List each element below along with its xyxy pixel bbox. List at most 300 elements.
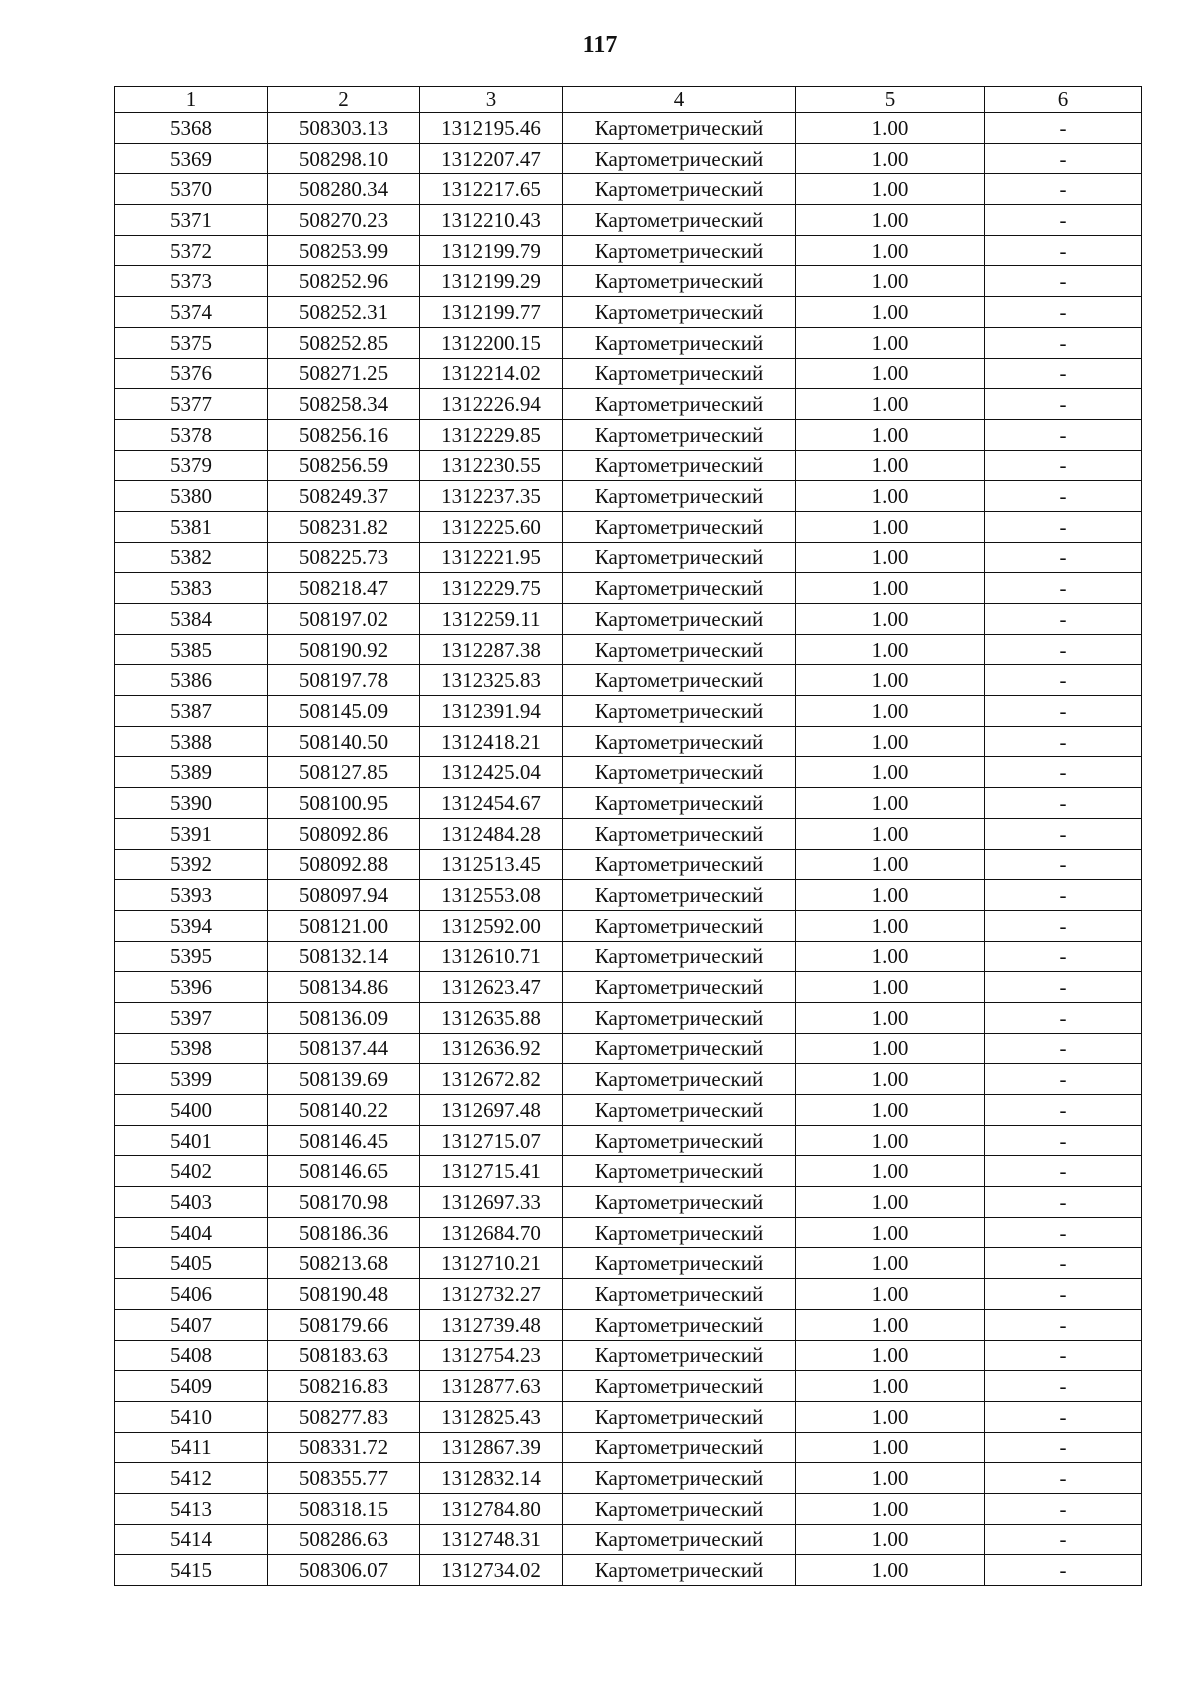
point-number-cell: 5370 [115, 174, 268, 205]
point-number-cell: 5402 [115, 1156, 268, 1187]
description-cell: - [985, 450, 1142, 481]
x-coordinate-cell: 508136.09 [268, 1002, 420, 1033]
accuracy-cell: 1.00 [796, 1248, 985, 1279]
accuracy-cell: 1.00 [796, 1401, 985, 1432]
y-coordinate-cell: 1312784.80 [420, 1493, 563, 1524]
x-coordinate-cell: 508218.47 [268, 573, 420, 604]
point-number-cell: 5373 [115, 266, 268, 297]
table-row [115, 450, 1142, 481]
x-coordinate-cell: 508137.44 [268, 1033, 420, 1064]
point-number-cell: 5381 [115, 511, 268, 542]
y-coordinate-cell: 1312200.15 [420, 327, 563, 358]
method-cell: Картометрический [563, 818, 796, 849]
accuracy-cell: 1.00 [796, 1002, 985, 1033]
point-number-cell: 5382 [115, 542, 268, 573]
y-coordinate-cell: 1312237.35 [420, 481, 563, 512]
x-coordinate-cell: 508121.00 [268, 910, 420, 941]
point-number-cell: 5398 [115, 1033, 268, 1064]
description-cell: - [985, 1432, 1142, 1463]
y-coordinate-cell: 1312418.21 [420, 726, 563, 757]
method-cell: Картометрический [563, 389, 796, 420]
point-number-cell: 5380 [115, 481, 268, 512]
accuracy-cell: 1.00 [796, 113, 985, 144]
table-row [115, 1156, 1142, 1187]
point-number-cell: 5406 [115, 1279, 268, 1310]
accuracy-cell: 1.00 [796, 1463, 985, 1494]
point-number-cell: 5386 [115, 665, 268, 696]
x-coordinate-cell: 508270.23 [268, 205, 420, 236]
point-number-cell: 5374 [115, 297, 268, 328]
y-coordinate-cell: 1312287.38 [420, 634, 563, 665]
description-cell: - [985, 542, 1142, 573]
description-cell: - [985, 910, 1142, 941]
accuracy-cell: 1.00 [796, 1340, 985, 1371]
x-coordinate-cell: 508231.82 [268, 511, 420, 542]
description-cell: - [985, 1002, 1142, 1033]
description-cell: - [985, 1033, 1142, 1064]
x-coordinate-cell: 508197.78 [268, 665, 420, 696]
table-row [115, 665, 1142, 696]
description-cell: - [985, 143, 1142, 174]
method-cell: Картометрический [563, 1340, 796, 1371]
point-number-cell: 5383 [115, 573, 268, 604]
description-cell: - [985, 849, 1142, 880]
x-coordinate-cell: 508179.66 [268, 1309, 420, 1340]
point-number-cell: 5388 [115, 726, 268, 757]
y-coordinate-cell: 1312225.60 [420, 511, 563, 542]
table-row [115, 1432, 1142, 1463]
description-cell: - [985, 1125, 1142, 1156]
method-cell: Картометрический [563, 327, 796, 358]
table-row [115, 1248, 1142, 1279]
method-cell: Картометрический [563, 1217, 796, 1248]
point-number-cell: 5407 [115, 1309, 268, 1340]
table-body [115, 113, 1142, 1586]
point-number-cell: 5404 [115, 1217, 268, 1248]
table-row [115, 389, 1142, 420]
method-cell: Картометрический [563, 910, 796, 941]
table-row [115, 358, 1142, 389]
y-coordinate-cell: 1312259.11 [420, 604, 563, 635]
x-coordinate-cell: 508140.50 [268, 726, 420, 757]
accuracy-cell: 1.00 [796, 511, 985, 542]
table-row [115, 205, 1142, 236]
table-row [115, 235, 1142, 266]
description-cell: - [985, 726, 1142, 757]
description-cell: - [985, 1217, 1142, 1248]
point-number-cell: 5410 [115, 1401, 268, 1432]
x-coordinate-cell: 508146.65 [268, 1156, 420, 1187]
x-coordinate-cell: 508134.86 [268, 972, 420, 1003]
page-number: 117 [582, 32, 618, 58]
accuracy-cell: 1.00 [796, 1279, 985, 1310]
point-number-cell: 5391 [115, 818, 268, 849]
x-coordinate-cell: 508216.83 [268, 1371, 420, 1402]
accuracy-cell: 1.00 [796, 1064, 985, 1095]
point-number-cell: 5390 [115, 788, 268, 819]
point-number-cell: 5399 [115, 1064, 268, 1095]
accuracy-cell: 1.00 [796, 880, 985, 911]
method-cell: Картометрический [563, 419, 796, 450]
x-coordinate-cell: 508303.13 [268, 113, 420, 144]
point-number-cell: 5369 [115, 143, 268, 174]
column-header: 4 [563, 87, 796, 113]
x-coordinate-cell: 508183.63 [268, 1340, 420, 1371]
table-row [115, 972, 1142, 1003]
point-number-cell: 5384 [115, 604, 268, 635]
y-coordinate-cell: 1312230.55 [420, 450, 563, 481]
accuracy-cell: 1.00 [796, 910, 985, 941]
method-cell: Картометрический [563, 634, 796, 665]
table-row [115, 726, 1142, 757]
x-coordinate-cell: 508190.48 [268, 1279, 420, 1310]
description-cell: - [985, 634, 1142, 665]
method-cell: Картометрический [563, 450, 796, 481]
y-coordinate-cell: 1312715.41 [420, 1156, 563, 1187]
table-row [115, 1279, 1142, 1310]
accuracy-cell: 1.00 [796, 389, 985, 420]
y-coordinate-cell: 1312732.27 [420, 1279, 563, 1310]
accuracy-cell: 1.00 [796, 665, 985, 696]
y-coordinate-cell: 1312207.47 [420, 143, 563, 174]
table-header-row [115, 87, 1142, 113]
table-row [115, 1033, 1142, 1064]
method-cell: Картометрический [563, 1493, 796, 1524]
point-number-cell: 5413 [115, 1493, 268, 1524]
x-coordinate-cell: 508132.14 [268, 941, 420, 972]
y-coordinate-cell: 1312710.21 [420, 1248, 563, 1279]
table-row [115, 1125, 1142, 1156]
table-row [115, 1309, 1142, 1340]
method-cell: Картометрический [563, 1095, 796, 1126]
point-number-cell: 5408 [115, 1340, 268, 1371]
point-number-cell: 5411 [115, 1432, 268, 1463]
table-row [115, 143, 1142, 174]
y-coordinate-cell: 1312697.33 [420, 1187, 563, 1218]
x-coordinate-cell: 508258.34 [268, 389, 420, 420]
accuracy-cell: 1.00 [796, 327, 985, 358]
description-cell: - [985, 972, 1142, 1003]
point-number-cell: 5412 [115, 1463, 268, 1494]
point-number-cell: 5379 [115, 450, 268, 481]
point-number-cell: 5371 [115, 205, 268, 236]
description-cell: - [985, 1463, 1142, 1494]
method-cell: Картометрический [563, 1033, 796, 1064]
description-cell: - [985, 205, 1142, 236]
point-number-cell: 5385 [115, 634, 268, 665]
table-row [115, 327, 1142, 358]
description-cell: - [985, 481, 1142, 512]
table-row [115, 788, 1142, 819]
accuracy-cell: 1.00 [796, 1156, 985, 1187]
y-coordinate-cell: 1312484.28 [420, 818, 563, 849]
column-header: 6 [985, 87, 1142, 113]
accuracy-cell: 1.00 [796, 1187, 985, 1218]
table-row [115, 1401, 1142, 1432]
table-row [115, 266, 1142, 297]
table-row [115, 1555, 1142, 1586]
method-cell: Картометрический [563, 511, 796, 542]
description-cell: - [985, 358, 1142, 389]
table-row [115, 1187, 1142, 1218]
accuracy-cell: 1.00 [796, 174, 985, 205]
table-row [115, 1493, 1142, 1524]
y-coordinate-cell: 1312877.63 [420, 1371, 563, 1402]
table-row [115, 634, 1142, 665]
column-header: 3 [420, 87, 563, 113]
description-cell: - [985, 174, 1142, 205]
accuracy-cell: 1.00 [796, 1524, 985, 1555]
point-number-cell: 5392 [115, 849, 268, 880]
y-coordinate-cell: 1312325.83 [420, 665, 563, 696]
point-number-cell: 5409 [115, 1371, 268, 1402]
method-cell: Картометрический [563, 174, 796, 205]
method-cell: Картометрический [563, 205, 796, 236]
point-number-cell: 5405 [115, 1248, 268, 1279]
table-row [115, 481, 1142, 512]
description-cell: - [985, 1555, 1142, 1586]
table-row [115, 1217, 1142, 1248]
x-coordinate-cell: 508252.96 [268, 266, 420, 297]
accuracy-cell: 1.00 [796, 1125, 985, 1156]
method-cell: Картометрический [563, 788, 796, 819]
method-cell: Картометрический [563, 235, 796, 266]
accuracy-cell: 1.00 [796, 634, 985, 665]
description-cell: - [985, 1524, 1142, 1555]
accuracy-cell: 1.00 [796, 205, 985, 236]
description-cell: - [985, 113, 1142, 144]
accuracy-cell: 1.00 [796, 1432, 985, 1463]
y-coordinate-cell: 1312217.65 [420, 174, 563, 205]
method-cell: Картометрический [563, 757, 796, 788]
point-number-cell: 5376 [115, 358, 268, 389]
method-cell: Картометрический [563, 1309, 796, 1340]
description-cell: - [985, 1095, 1142, 1126]
description-cell: - [985, 1064, 1142, 1095]
description-cell: - [985, 665, 1142, 696]
table-row [115, 1064, 1142, 1095]
description-cell: - [985, 235, 1142, 266]
y-coordinate-cell: 1312825.43 [420, 1401, 563, 1432]
method-cell: Картометрический [563, 266, 796, 297]
method-cell: Картометрический [563, 573, 796, 604]
y-coordinate-cell: 1312739.48 [420, 1309, 563, 1340]
table-row [115, 1095, 1142, 1126]
x-coordinate-cell: 508355.77 [268, 1463, 420, 1494]
coordinates-table [114, 86, 1142, 1586]
accuracy-cell: 1.00 [796, 235, 985, 266]
x-coordinate-cell: 508092.88 [268, 849, 420, 880]
x-coordinate-cell: 508092.86 [268, 818, 420, 849]
x-coordinate-cell: 508146.45 [268, 1125, 420, 1156]
y-coordinate-cell: 1312229.85 [420, 419, 563, 450]
column-header: 2 [268, 87, 420, 113]
description-cell: - [985, 757, 1142, 788]
accuracy-cell: 1.00 [796, 726, 985, 757]
x-coordinate-cell: 508097.94 [268, 880, 420, 911]
accuracy-cell: 1.00 [796, 788, 985, 819]
x-coordinate-cell: 508190.92 [268, 634, 420, 665]
accuracy-cell: 1.00 [796, 297, 985, 328]
method-cell: Картометрический [563, 972, 796, 1003]
method-cell: Картометрический [563, 1371, 796, 1402]
y-coordinate-cell: 1312214.02 [420, 358, 563, 389]
x-coordinate-cell: 508186.36 [268, 1217, 420, 1248]
point-number-cell: 5389 [115, 757, 268, 788]
method-cell: Картометрический [563, 481, 796, 512]
point-number-cell: 5415 [115, 1555, 268, 1586]
description-cell: - [985, 1371, 1142, 1402]
table-row [115, 542, 1142, 573]
accuracy-cell: 1.00 [796, 849, 985, 880]
description-cell: - [985, 266, 1142, 297]
accuracy-cell: 1.00 [796, 696, 985, 727]
y-coordinate-cell: 1312553.08 [420, 880, 563, 911]
table-row [115, 880, 1142, 911]
y-coordinate-cell: 1312697.48 [420, 1095, 563, 1126]
table-row [115, 849, 1142, 880]
method-cell: Картометрический [563, 849, 796, 880]
point-number-cell: 5393 [115, 880, 268, 911]
method-cell: Картометрический [563, 1248, 796, 1279]
description-cell: - [985, 1401, 1142, 1432]
x-coordinate-cell: 508318.15 [268, 1493, 420, 1524]
description-cell: - [985, 1156, 1142, 1187]
method-cell: Картометрический [563, 1463, 796, 1494]
table-row [115, 1340, 1142, 1371]
y-coordinate-cell: 1312672.82 [420, 1064, 563, 1095]
table-row [115, 573, 1142, 604]
x-coordinate-cell: 508213.68 [268, 1248, 420, 1279]
y-coordinate-cell: 1312210.43 [420, 205, 563, 236]
y-coordinate-cell: 1312610.71 [420, 941, 563, 972]
y-coordinate-cell: 1312199.79 [420, 235, 563, 266]
method-cell: Картометрический [563, 941, 796, 972]
y-coordinate-cell: 1312199.77 [420, 297, 563, 328]
method-cell: Картометрический [563, 1279, 796, 1310]
accuracy-cell: 1.00 [796, 573, 985, 604]
description-cell: - [985, 1279, 1142, 1310]
table-row [115, 113, 1142, 144]
method-cell: Картометрический [563, 665, 796, 696]
table-row [115, 818, 1142, 849]
accuracy-cell: 1.00 [796, 450, 985, 481]
y-coordinate-cell: 1312513.45 [420, 849, 563, 880]
y-coordinate-cell: 1312391.94 [420, 696, 563, 727]
accuracy-cell: 1.00 [796, 604, 985, 635]
x-coordinate-cell: 508127.85 [268, 757, 420, 788]
point-number-cell: 5395 [115, 941, 268, 972]
accuracy-cell: 1.00 [796, 1217, 985, 1248]
table-row [115, 1463, 1142, 1494]
description-cell: - [985, 327, 1142, 358]
table-row [115, 1524, 1142, 1555]
accuracy-cell: 1.00 [796, 972, 985, 1003]
x-coordinate-cell: 508256.16 [268, 419, 420, 450]
table-row [115, 511, 1142, 542]
point-number-cell: 5401 [115, 1125, 268, 1156]
x-coordinate-cell: 508271.25 [268, 358, 420, 389]
description-cell: - [985, 1340, 1142, 1371]
description-cell: - [985, 1309, 1142, 1340]
y-coordinate-cell: 1312754.23 [420, 1340, 563, 1371]
y-coordinate-cell: 1312195.46 [420, 113, 563, 144]
point-number-cell: 5397 [115, 1002, 268, 1033]
description-cell: - [985, 696, 1142, 727]
y-coordinate-cell: 1312199.29 [420, 266, 563, 297]
accuracy-cell: 1.00 [796, 1371, 985, 1402]
accuracy-cell: 1.00 [796, 818, 985, 849]
method-cell: Картометрический [563, 143, 796, 174]
y-coordinate-cell: 1312748.31 [420, 1524, 563, 1555]
y-coordinate-cell: 1312684.70 [420, 1217, 563, 1248]
table-row [115, 696, 1142, 727]
point-number-cell: 5368 [115, 113, 268, 144]
accuracy-cell: 1.00 [796, 542, 985, 573]
method-cell: Картометрический [563, 1064, 796, 1095]
table-row [115, 297, 1142, 328]
point-number-cell: 5387 [115, 696, 268, 727]
accuracy-cell: 1.00 [796, 358, 985, 389]
x-coordinate-cell: 508249.37 [268, 481, 420, 512]
x-coordinate-cell: 508140.22 [268, 1095, 420, 1126]
x-coordinate-cell: 508100.95 [268, 788, 420, 819]
accuracy-cell: 1.00 [796, 1309, 985, 1340]
description-cell: - [985, 818, 1142, 849]
method-cell: Картометрический [563, 113, 796, 144]
accuracy-cell: 1.00 [796, 419, 985, 450]
x-coordinate-cell: 508145.09 [268, 696, 420, 727]
y-coordinate-cell: 1312867.39 [420, 1432, 563, 1463]
x-coordinate-cell: 508331.72 [268, 1432, 420, 1463]
accuracy-cell: 1.00 [796, 266, 985, 297]
description-cell: - [985, 1187, 1142, 1218]
y-coordinate-cell: 1312454.67 [420, 788, 563, 819]
description-cell: - [985, 573, 1142, 604]
point-number-cell: 5394 [115, 910, 268, 941]
accuracy-cell: 1.00 [796, 1555, 985, 1586]
x-coordinate-cell: 508256.59 [268, 450, 420, 481]
x-coordinate-cell: 508225.73 [268, 542, 420, 573]
x-coordinate-cell: 508253.99 [268, 235, 420, 266]
method-cell: Картометрический [563, 358, 796, 389]
table-row [115, 604, 1142, 635]
description-cell: - [985, 941, 1142, 972]
method-cell: Картометрический [563, 1432, 796, 1463]
table-row [115, 941, 1142, 972]
y-coordinate-cell: 1312623.47 [420, 972, 563, 1003]
description-cell: - [985, 297, 1142, 328]
method-cell: Картометрический [563, 726, 796, 757]
x-coordinate-cell: 508170.98 [268, 1187, 420, 1218]
table-row [115, 1371, 1142, 1402]
accuracy-cell: 1.00 [796, 1095, 985, 1126]
column-header: 1 [115, 87, 268, 113]
x-coordinate-cell: 508280.34 [268, 174, 420, 205]
accuracy-cell: 1.00 [796, 757, 985, 788]
table-row [115, 419, 1142, 450]
accuracy-cell: 1.00 [796, 1033, 985, 1064]
table-row [115, 174, 1142, 205]
y-coordinate-cell: 1312635.88 [420, 1002, 563, 1033]
description-cell: - [985, 419, 1142, 450]
accuracy-cell: 1.00 [796, 143, 985, 174]
method-cell: Картометрический [563, 297, 796, 328]
method-cell: Картометрический [563, 604, 796, 635]
method-cell: Картометрический [563, 1156, 796, 1187]
point-number-cell: 5372 [115, 235, 268, 266]
table-row [115, 757, 1142, 788]
